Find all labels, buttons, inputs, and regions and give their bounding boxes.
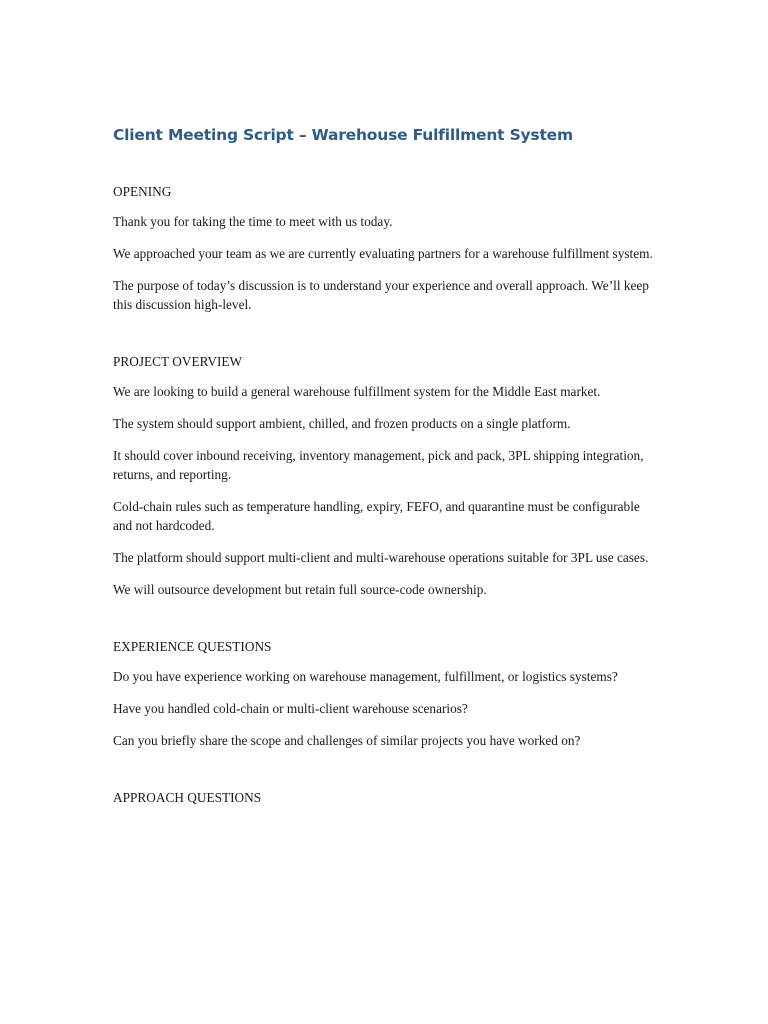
paragraph: We approached your team as we are currently evaluating partners for a warehouse fulfillment system.	[113, 246, 653, 261]
paragraph: The platform should support multi-client and multi-warehouse operations suitable for 3PL use cases.	[113, 550, 649, 565]
section-project-overview	[113, 352, 658, 599]
document-body	[113, 124, 658, 818]
paragraph: Cold-chain rules such as temperature handling, expiry, FEFO, and quarantine must be configurable and not hardcoded.	[113, 499, 640, 533]
document-title: Client Meeting Script – Warehouse Fulfillment System	[113, 126, 573, 144]
section-heading: EXPERIENCE QUESTIONS	[113, 639, 272, 654]
paragraph: We are looking to build a general warehouse fulfillment system for the Middle East market.	[113, 384, 601, 399]
section-opening	[113, 182, 658, 314]
paragraph: The purpose of today’s discussion is to understand your experience and overall approach. We’ll keep this discussion high-level.	[113, 278, 649, 312]
paragraph: The system should support ambient, chilled, and frozen products on a single platform.	[113, 416, 571, 431]
paragraph: Thank you for taking the time to meet with us today.	[113, 214, 393, 229]
paragraph: Do you have experience working on warehouse management, fulfillment, or logistics systems?	[113, 669, 618, 684]
section-heading: APPROACH QUESTIONS	[113, 790, 262, 805]
section-heading: OPENING	[113, 184, 172, 199]
paragraph: Can you briefly share the scope and challenges of similar projects you have worked on?	[113, 733, 581, 748]
section-approach-questions	[113, 788, 658, 807]
paragraph: It should cover inbound receiving, inventory management, pick and pack, 3PL shipping integration, returns, and reporting.	[113, 448, 644, 482]
paragraph: Have you handled cold-chain or multi-client warehouse scenarios?	[113, 701, 468, 716]
section-experience-questions	[113, 637, 658, 750]
paragraph: We will outsource development but retain full source-code ownership.	[113, 582, 487, 597]
section-heading: PROJECT OVERVIEW	[113, 354, 243, 369]
